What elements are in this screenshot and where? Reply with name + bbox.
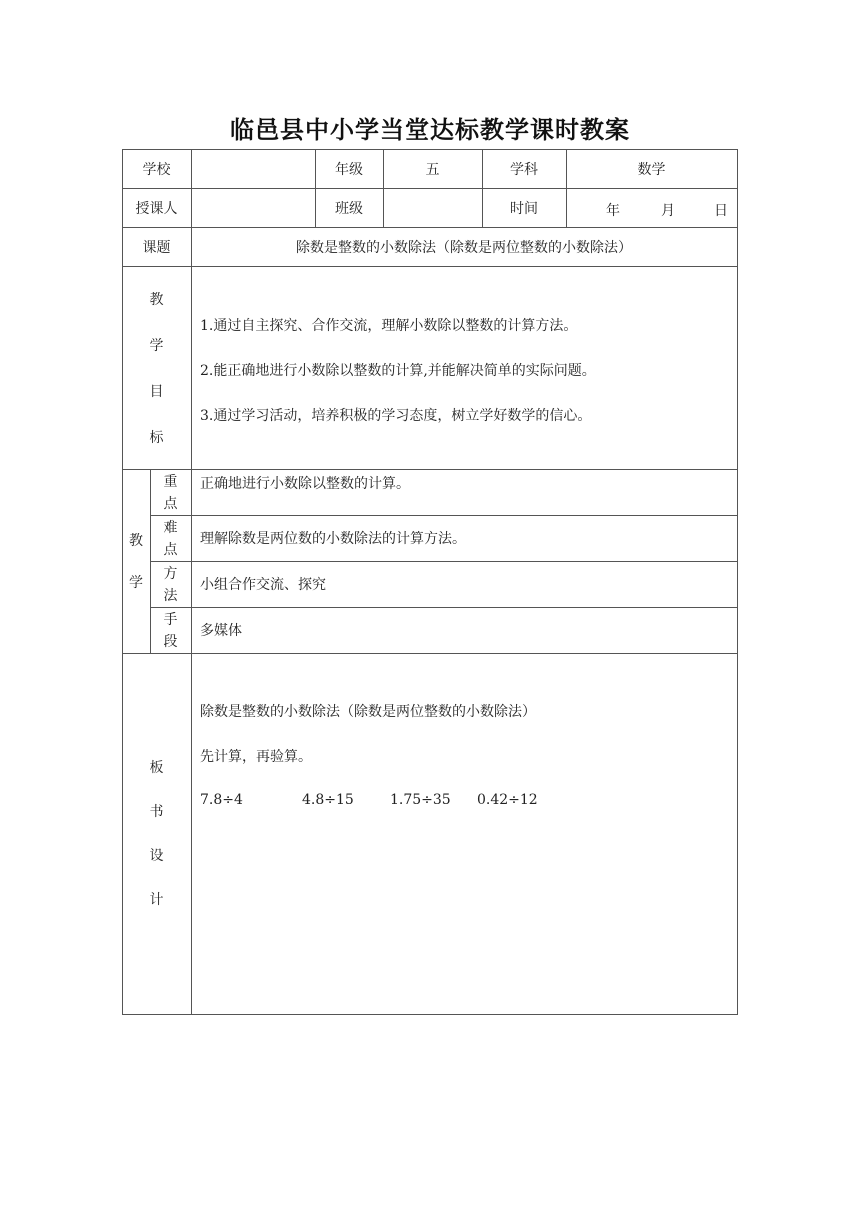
date-year: 年 (606, 203, 620, 219)
date-month: 月 (661, 203, 675, 219)
exercise-1: 7.8÷4 (200, 792, 243, 808)
school-label: 学校 (142, 161, 171, 178)
board-heading: 除数是整数的小数除法（除数是两位整数的小数除法） (200, 704, 536, 720)
objectives-label: 教 学 目 标 (149, 291, 164, 446)
topic-label: 课题 (142, 239, 171, 256)
grade-label: 年级 (335, 161, 363, 178)
page-title: 临邑县中小学当堂达标教学课时教案 (230, 116, 630, 144)
objective-item-2: 2.能正确地进行小数除以整数的计算,并能解决简单的实际问题。 (200, 363, 596, 379)
objective-item-3: 3.通过学习活动，培养积极的学习态度，树立学好数学的信心。 (200, 408, 592, 424)
exercise-4: 0.42÷12 (477, 792, 538, 808)
teacher-value (191, 188, 315, 227)
school-value (191, 149, 315, 188)
topic-value: 除数是整数的小数除法（除数是两位整数的小数除法） (296, 239, 632, 256)
means-label: 手 段 (163, 612, 178, 650)
time-label: 时间 (510, 200, 538, 217)
subject-label: 学科 (510, 161, 538, 178)
board-label: 板 书 设 计 (149, 760, 164, 908)
grade-value: 五 (425, 161, 440, 178)
teaching-label: 教 学 (129, 533, 143, 591)
key-points-label: 重 点 (163, 474, 178, 512)
difficulty-label: 难 点 (163, 520, 178, 558)
key-points-value: 正确地进行小数除以整数的计算。 (200, 476, 410, 492)
objective-item-1: 1.通过自主探究、合作交流，理解小数除以整数的计算方法。 (200, 318, 578, 334)
board-instruction: 先计算，再验算。 (200, 749, 312, 765)
date-field (566, 200, 737, 220)
subject-value: 数学 (637, 161, 666, 178)
teacher-label: 授课人 (135, 200, 178, 217)
exercise-3: 1.75÷35 (390, 792, 451, 808)
method-label: 方 法 (163, 566, 178, 604)
exercise-2: 4.8÷15 (302, 792, 354, 808)
class-label: 班级 (335, 200, 363, 217)
class-value (383, 188, 482, 227)
difficulty-value: 理解除数是两位数的小数除法的计算方法。 (200, 531, 466, 547)
means-value: 多媒体 (200, 623, 242, 639)
method-value: 小组合作交流、探究 (200, 577, 326, 593)
date-day: 日 (714, 203, 728, 219)
